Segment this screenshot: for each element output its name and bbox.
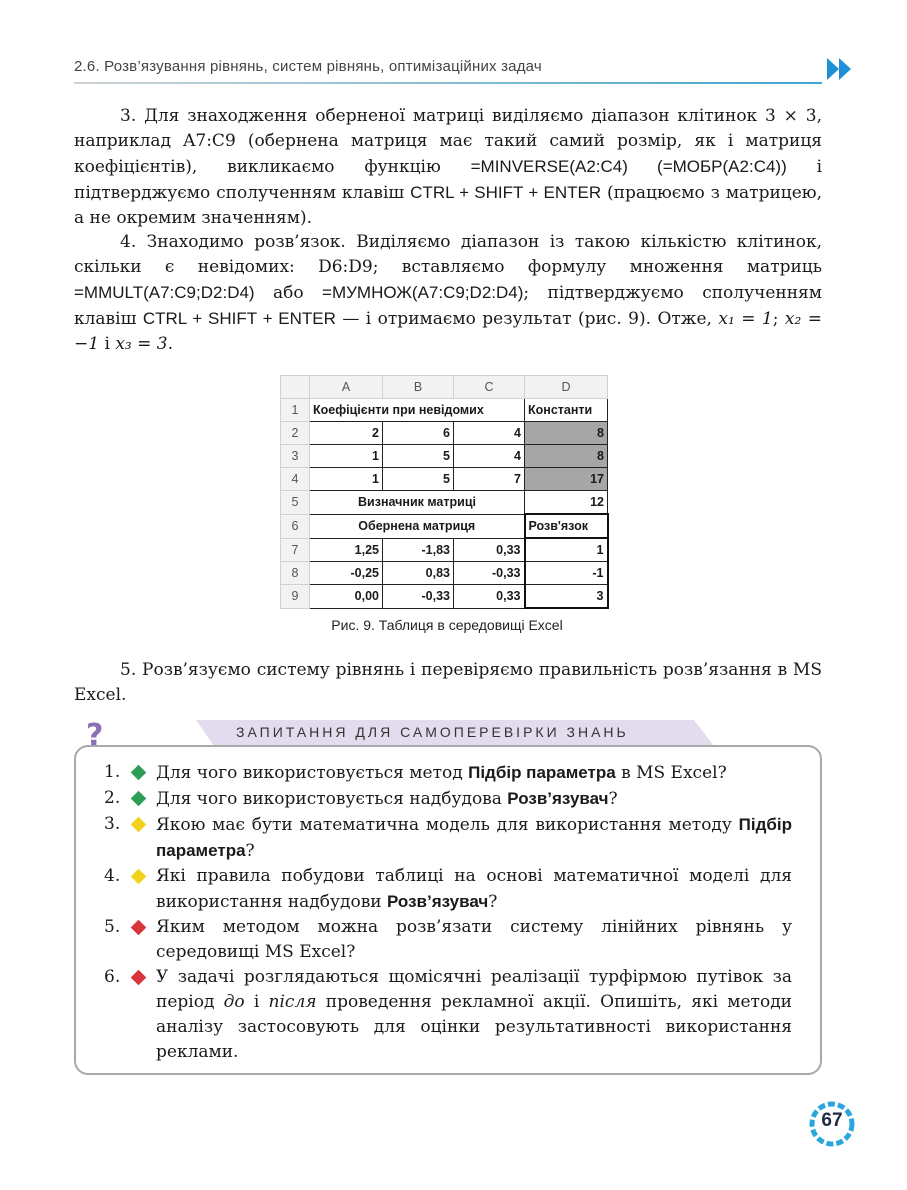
header-divider xyxy=(74,82,822,84)
determinant-label[interactable]: Визначник матриці xyxy=(310,491,525,515)
corner-cell[interactable] xyxy=(281,376,310,399)
green-diamond-icon xyxy=(131,791,147,807)
question-item: 4. Які правила побудови таблиці на основі математичної моделі для використання надбудови Розв’язувач? xyxy=(104,866,792,912)
question-number: 4. xyxy=(104,866,121,886)
coefficients-header[interactable]: Коефіцієнти при невідомих xyxy=(310,399,525,422)
cell[interactable]: 4 xyxy=(454,445,525,468)
text: і підтверджуємо сполученням клавіш xyxy=(74,157,823,203)
constants-header[interactable]: Константи xyxy=(525,399,608,422)
cell[interactable]: 4 xyxy=(454,422,525,445)
column-header[interactable]: D xyxy=(525,376,608,399)
text: — і отримаємо результат (рис. 9). Отже, xyxy=(335,309,719,329)
text: і xyxy=(99,334,116,354)
row-header[interactable]: 3 xyxy=(281,445,310,468)
question-number: 6. xyxy=(104,967,121,987)
question-mark-icon: ? xyxy=(86,718,104,753)
figure-caption: Рис. 9. Таблиця в середовищі Excel xyxy=(331,617,563,633)
text: або xyxy=(254,283,323,303)
row-header[interactable]: 6 xyxy=(281,514,310,538)
constant-cell[interactable]: 8 xyxy=(525,422,608,445)
cell[interactable]: 7 xyxy=(454,468,525,491)
cell[interactable]: 0,33 xyxy=(454,585,525,609)
question-number: 3. xyxy=(104,814,121,834)
excel-table xyxy=(280,375,609,609)
constant-cell[interactable]: 17 xyxy=(525,468,608,491)
row-header[interactable]: 7 xyxy=(281,538,310,562)
cell[interactable]: -1,83 xyxy=(383,538,454,562)
cell[interactable]: 1 xyxy=(310,445,383,468)
page-number: 67 xyxy=(821,1110,843,1131)
text: 4. Знаходимо розв’язок. Виділяємо діапазон із такою кількістю клітинок, скільки є невідомих: D6:D9; вставляємо формулу множення матриць xyxy=(74,232,822,277)
cell[interactable]: 5 xyxy=(383,468,454,491)
cell[interactable]: 0,83 xyxy=(383,562,454,585)
questions-title: ЗАПИТАННЯ ДЛЯ САМОПЕРЕВІРКИ ЗНАНЬ xyxy=(236,724,629,740)
section-header: 2.6. Розв’язування рівнянь, систем рівнянь, оптимізаційних задач xyxy=(74,58,542,75)
text: ; підтверджуємо сполученням клавіш xyxy=(74,283,822,329)
formula-mumnozh: =МУМНОЖ(A7:C9;D2:D4) xyxy=(322,283,524,302)
solution-x3: x₃ = 3 xyxy=(115,334,168,354)
cell[interactable]: 2 xyxy=(310,422,383,445)
cell[interactable]: 1 xyxy=(310,468,383,491)
yellow-diamond-icon xyxy=(131,817,147,833)
row-header[interactable]: 5 xyxy=(281,491,310,515)
question-item: 1. Для чого використовується метод Підбір параметра в MS Excel? xyxy=(104,762,727,783)
solution-cell[interactable]: -1 xyxy=(525,562,608,585)
solution-x2: x₂ = −1 xyxy=(74,309,822,354)
question-item: 2. Для чого використовується надбудова Розв’язувач? xyxy=(104,788,618,809)
constant-cell[interactable]: 8 xyxy=(525,445,608,468)
row-header[interactable]: 8 xyxy=(281,562,310,585)
key-combination: CTRL + SHIFT + ENTER xyxy=(410,183,602,202)
red-diamond-icon xyxy=(131,920,147,936)
cell[interactable]: 0,00 xyxy=(310,585,383,609)
question-number: 5. xyxy=(104,917,121,937)
questions-list xyxy=(104,760,792,1065)
paragraph-step-4 xyxy=(74,230,822,357)
cell[interactable]: 0,33 xyxy=(454,538,525,562)
row-header[interactable]: 1 xyxy=(281,399,310,422)
determinant-value[interactable]: 12 xyxy=(525,491,608,515)
question-number: 1. xyxy=(104,762,121,782)
text: 3. Для знаходження оберненої матриці виділяємо діапазон клітинок 3 × 3, наприклад A7:C9 (обернена матриця має такий самий розмір, як і матриця коефіцієнтів), викликаємо функцію xyxy=(74,106,822,177)
paragraph-step-3 xyxy=(74,104,822,231)
solution-label[interactable]: Розв'язок xyxy=(525,514,608,538)
text: . xyxy=(167,334,173,354)
red-diamond-icon xyxy=(131,970,147,986)
solution-cell[interactable]: 1 xyxy=(525,538,608,562)
formula-minverse: =MINVERSE(A2:C4) (=МОБР(A2:C4)) xyxy=(470,157,787,176)
yellow-diamond-icon xyxy=(131,869,147,885)
column-header[interactable]: B xyxy=(383,376,454,399)
cell[interactable]: 1,25 xyxy=(310,538,383,562)
inverse-matrix-label[interactable]: Обернена матриця xyxy=(310,514,525,538)
cell[interactable]: 5 xyxy=(383,445,454,468)
question-item: 3. Якою має бути математична модель для використання методу Підбір параметра? xyxy=(104,814,792,861)
key-combination: CTRL + SHIFT + ENTER xyxy=(142,309,336,328)
cell[interactable]: -0,25 xyxy=(310,562,383,585)
cell[interactable]: -0,33 xyxy=(383,585,454,609)
cell[interactable]: -0,33 xyxy=(454,562,525,585)
paragraph-step-5: 5. Розв’язуємо систему рівнянь і перевіряємо правильність розв’язання в MS Excel. xyxy=(74,660,822,705)
column-header[interactable]: A xyxy=(310,376,383,399)
question-item: 6. У задачі розглядаються щомісячні реалізації турфірмою путівок за період до і після проведення рекламної акції. Опишіть, які методи аналізу застосовують для оцінки результативності використання реклами. xyxy=(104,967,792,1062)
row-header[interactable]: 4 xyxy=(281,468,310,491)
text: (працюємо з матрицею, а не окремим значенням). xyxy=(74,183,822,228)
solution-x1: x₁ = 1 xyxy=(718,309,773,329)
green-diamond-icon xyxy=(131,765,147,781)
row-header[interactable]: 9 xyxy=(281,585,310,609)
row-header[interactable]: 2 xyxy=(281,422,310,445)
text: ; xyxy=(772,309,785,329)
solution-cell[interactable]: 3 xyxy=(525,585,608,609)
formula-mmult: =MMULT(A7:C9;D2:D4) xyxy=(74,283,255,302)
question-number: 2. xyxy=(104,788,121,808)
double-arrow-icon xyxy=(826,56,854,82)
cell[interactable]: 6 xyxy=(383,422,454,445)
question-item: 5. Яким методом можна розв’язати систему лінійних рівнянь у середовищі MS Excel? xyxy=(104,917,792,962)
column-header[interactable]: C xyxy=(454,376,525,399)
